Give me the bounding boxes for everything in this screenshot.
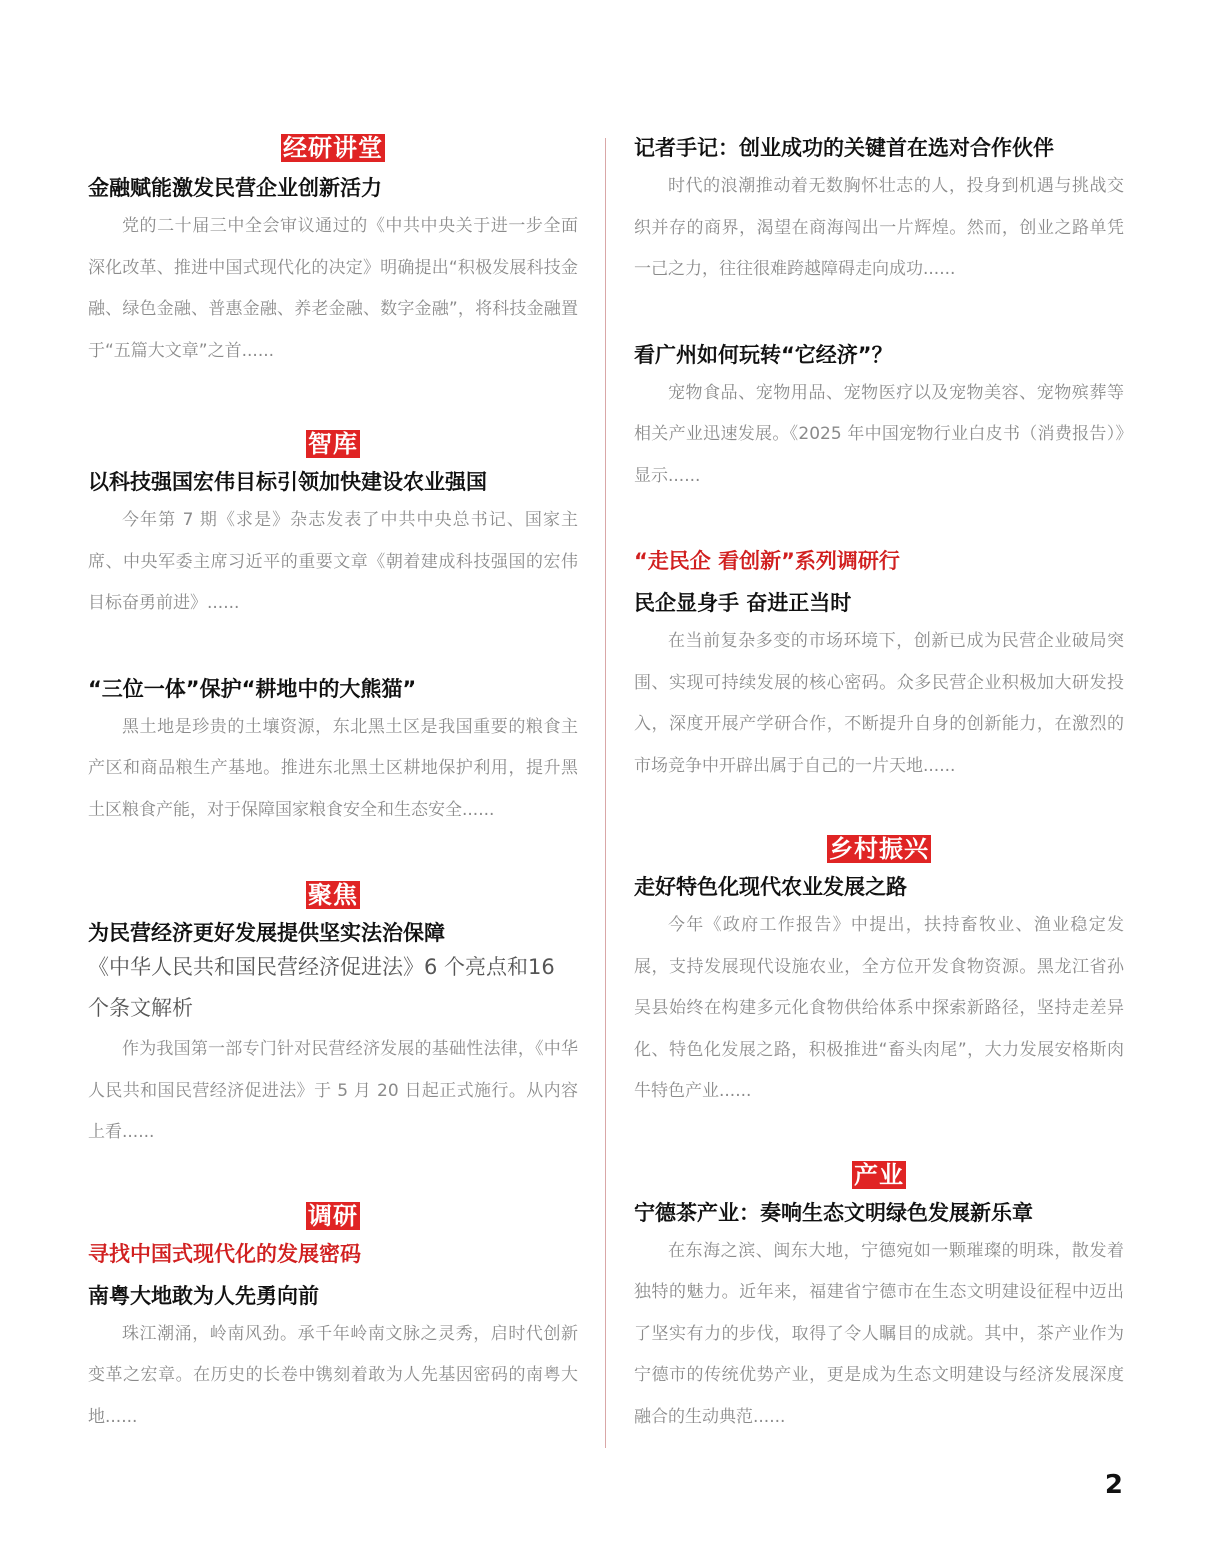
article-title[interactable]: 南粤大地敢为人先勇向前 [88,1283,319,1308]
section-header-jingyan [88,134,578,168]
section-tag: 产业 [854,1160,904,1189]
article-excerpt: 今年《政府工作报告》中提出，扶持畜牧业、渔业稳定发展，支持发展现代设施农业，全方位开发食物资源。黑龙江省孙吴县始终在构建多元化食物供给体系中探索新路径，坚持走差异化、特色化发展之路，积极推进“畜头肉尾”，大力发展安格斯肉牛特色产业...... [634,915,1124,1101]
section-tag: 智库 [308,430,358,458]
section-tag: 经研讲堂 [283,134,383,162]
left-column [88,130,578,1438]
article-excerpt: 今年第 7 期《求是》杂志发表了中共中央总书记、国家主席、中央军委主席习近平的重要文章《朝着建成科技强国的宏伟目标奋勇前进》...... [88,510,578,613]
article-excerpt: 在东海之滨、闽东大地，宁德宛如一颗璀璨的明珠，散发着独特的魅力。近年来，福建省宁德市在生态文明建设征程中迈出了坚实有力的步伐，取得了令人瞩目的成就。其中，茶产业作为宁德市的传统优势产业，更是成为生态文明建设与经济发展深度融合的生动典范...... [634,1240,1124,1427]
section-tag: 调研 [308,1201,358,1230]
article-excerpt: 党的二十届三中全会审议通过的《中共中央关于进一步全面深化改革、推进中国式现代化的决定》明确提出“积极发展科技金融、绿色金融、普惠金融、养老金融、数字金融”，将科技金融置于“五篇大文章”之首...... [88,216,578,361]
section-header-jujiao [88,881,578,915]
article-title[interactable]: 宁德茶产业：奏响生态文明绿色发展新乐章 [634,1200,1033,1225]
article-title[interactable]: 民企显身手 奋进正当时 [634,591,852,615]
right-column [634,130,1124,1438]
section-header-zhiku [88,430,578,464]
article-excerpt: 时代的浪潮推动着无数胸怀壮志的人，投身到机遇与挑战交织并存的商界，渴望在商海闯出一片辉煌。然而，创业之路单凭一己之力，往往很难跨越障碍走向成功...... [634,176,1124,279]
article-title-red[interactable]: 寻找中国式现代化的发展密码 [88,1241,361,1266]
page-number: 2 [1104,1470,1123,1500]
article-excerpt: 宠物食品、宠物用品、宠物医疗以及宠物美容、宠物殡葬等相关产业迅速发展。《2025 年中国宠物行业白皮书（消费报告）》显示...... [634,382,1124,486]
section-header-chanye [634,1161,1124,1195]
article-title[interactable]: 记者手记：创业成功的关键首在选对合作伙伴 [634,136,1054,160]
series-title[interactable]: “走民企 看创新”系列调研行 [634,549,900,573]
section-tag: 聚焦 [308,881,358,909]
section-header-diaoyan [88,1202,578,1236]
section-header-xiangcun [634,835,1124,869]
article-title[interactable]: 以科技强国宏伟目标引领加快建设农业强国 [88,470,487,494]
article-excerpt: 在当前复杂多变的市场环境下，创新已成为民营企业破局突围、实现可持续发展的核心密码。众多民营企业积极加大研发投入，深度开展产学研合作，不断提升自身的创新能力，在激烈的市场竞争中开辟出属于自己的一片天地...... [634,631,1124,776]
article-title[interactable]: 金融赋能激发民营企业创新活力 [88,176,382,200]
article-excerpt: 珠江潮涌，岭南风劲。承千年岭南文脉之灵秀，启时代创新变革之宏章。在历史的长卷中镌刻着敢为人先基因密码的南粤大地...... [88,1323,578,1427]
article-subtitle[interactable]: 《中华人民共和国民营经济促进法》6 个亮点和16 个条文解析 [88,955,555,1020]
section-tag: 乡村振兴 [829,835,929,863]
article-title[interactable]: 走好特色化现代农业发展之路 [634,875,907,899]
article-excerpt: 作为我国第一部专门针对民营经济发展的基础性法律，《中华人民共和国民营经济促进法》于 5 月 20 日起正式施行。从内容上看...... [88,1039,578,1142]
article-title[interactable]: 看广州如何玩转“它经济”？ [634,342,893,367]
article-title[interactable]: “三位一体”保护“耕地中的大熊猫” [88,676,417,701]
article-excerpt: 黑土地是珍贵的土壤资源，东北黑土区是我国重要的粮食主产区和商品粮生产基地。推进东北黑土区耕地保护利用，提升黑土区粮食产能，对于保障国家粮食安全和生态安全...... [88,716,578,820]
column-divider [605,138,606,1448]
article-title[interactable]: 为民营经济更好发展提供坚实法治保障 [88,921,445,945]
